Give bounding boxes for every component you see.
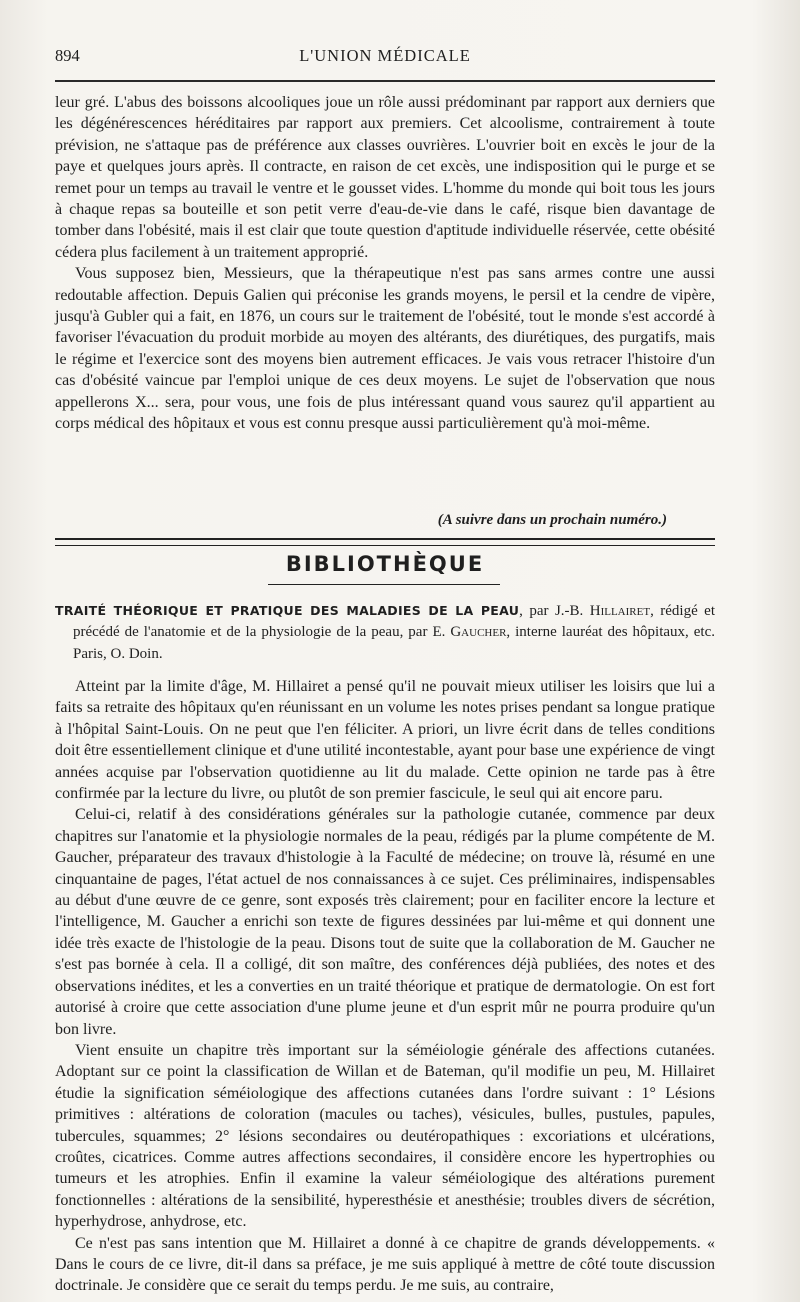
review-paragraph: Atteint par la limite d'âge, M. Hillairet a pensé qu'il ne pouvait mieux utiliser les loisirs que lui a faits sa retraite des hôpitaux qu'en réunissant en un volume les notes prises pendant sa longue pratique à l'hôpital Saint-Louis. On ne peut que l'en féliciter. A priori, un livre écrit dans de telles conditions doit être essentiellement clinique et d'une utilité incontestable, ayant pour base une expérience de vingt années acquise par l'observation quotidienne au lit du malade. Cette opinion ne tarde pas à être confirmée par la lecture du livre, ou plutôt de son premier fascicule, le seul qui ait encore paru.: [55, 678, 715, 803]
section-title-rule: [268, 584, 500, 585]
page-number: 894: [55, 46, 80, 65]
review-text: [55, 676, 715, 1297]
review-paragraph: Ce n'est pas sans intention que M. Hillairet a donné à ce chapitre de grands développements. « Dans le cours de ce livre, dit-il dans sa préface, je me suis appliqué à mettre de côté toute discussion doctrinale. Je considère que ce serait du temps perdu. Je me suis, au contraire,: [55, 1234, 715, 1295]
header-rule: [55, 80, 715, 82]
running-head: [55, 46, 715, 72]
article-paragraph: Vous supposez bien, Messieurs, que la thérapeutique n'est pas sans armes contre une aussi redoutable affection. Depuis Galien qui préconise les grands moyens, le persil et la cendre de vipère, jusqu'à Gubler qui a fait, en 1876, un cours sur le traitement de l'obésité, tout le monde s'est accordé à favoriser l'évacuation du produit morbide au moyen des altérants, des diurétiques, des purgatifs, mais le régime et l'exercice sont des moyens bien autrement efficaces. Je vais vous retracer l'histoire d'un cas d'obésité vaincue par l'emploi unique de ces deux moyens. Le sujet de l'observation que nous appellerons X... sera, pour vous, une fois de plus intéressant quand vous saurez qu'il appartient au corps médical des hôpitaux et vous est connu presque aussi particulièrement qu'à moi-même.: [55, 265, 715, 433]
journal-title: L'UNION MÉDICALE: [299, 46, 471, 65]
section-title: BIBLIOTHÈQUE: [285, 552, 485, 576]
coauthor-name: Gaucher: [450, 624, 507, 641]
article-continuation: [55, 92, 715, 435]
continuation-note: (A suivre dans un prochain numéro.): [437, 512, 667, 528]
book-title: TRAITÉ THÉORIQUE ET PRATIQUE DES MALADIES DE LA PEAU: [55, 603, 520, 618]
article-paragraph: leur gré. L'abus des boissons alcooliques joue un rôle aussi prédominant par rapport aux derniers que les dégénérescences héréditaires par rapport aux premiers. Cet alcoolisme, contrairement à toute prévision, ne s'attaque pas de préférence aux classes ouvrières. L'ouvrier boit en excès le jour de la paye et quelques jours après. Il contracte, en raison de cet excès, une indisposition qui le purge et se remet pour un temps au travail le ventre et le gousset vides. L'homme du monde qui boit tous les jours à chaque repas sa bouteille et son petit verre d'eau-de-vie dans le café, risque bien davantage de tomber dans l'obésité, mais il est clair que toute question d'aptitude individuelle réservée, cette obésité cédera plus facilement à un traitement approprié.: [55, 94, 715, 261]
author-name: Hillairet: [589, 603, 651, 619]
review-paragraph: Celui-ci, relatif à des considérations générales sur la pathologie cutanée, commence par deux chapitres sur l'anatomie et la physiologie normales de la peau, rédigés par la plume compétente de M. Gaucher, préparateur des travaux d'histologie à la Faculté de médecine; on trouve là, résumé en une cinquantaine de pages, l'état actuel de nos connaissances à ce sujet. Ces préliminaires, indispensables au début d'une œuvre de ce genre, sont exposés très clairement; pour en faciliter encore la lecture et l'intelligence, M. Gaucher a enrichi son texte de figures dessinées par lui-même et qui donnent une idée très exacte de l'histologie de la peau. Disons tout de suite que la collaboration de M. Gaucher ne s'est pas bornée à cela. Il a colligé, dit son maître, des conférences déjà publiées, des notes et des observations inédites, et les a converties en un traité théorique et pratique de dermatologie. On est fort autorisé à croire que cette association d'une plume jeune et d'un esprit mûr ne pourra produire qu'un bon livre.: [55, 806, 715, 1038]
review-paragraph: Vient ensuite un chapitre très important sur la séméiologie générale des affections cutanées. Adoptant sur ce point la classification de Willan et de Bateman, qu'il modifie un peu, M. Hillairet étudie la signification séméiologique des affections cutanées dans l'ordre suivant : 1° Lésions primitives : altérations de coloration (macules ou taches), vésicules, bulles, pustules, papules, tubercules, squammes; 2° lésions secondaires ou deutéropathiques : excoriations et ulcérations, croûtes, cicatrices. Comme autres affections secondaires, il considère encore les hypertrophies ou tumeurs et les atrophies. Enfin il examine la valeur séméiologique des altérations purement fonctionnelles : altérations de la sensibilité, hyperesthésie et anesthésie; troubles divers de sécrétion, hyperhydrose, anhydrose, etc.: [55, 1041, 715, 1231]
section-divider: [55, 538, 715, 546]
book-reference: TRAITÉ THÉORIQUE ET PRATIQUE DES MALADIES DE LA PEAU, par J.-B. Hillairet, rédigé et précédé de l'anatomie et de la physiologie de la peau, par E. Gaucher, interne lauréat des hôpitaux, etc. Paris, O. Doin.: [55, 603, 715, 662]
